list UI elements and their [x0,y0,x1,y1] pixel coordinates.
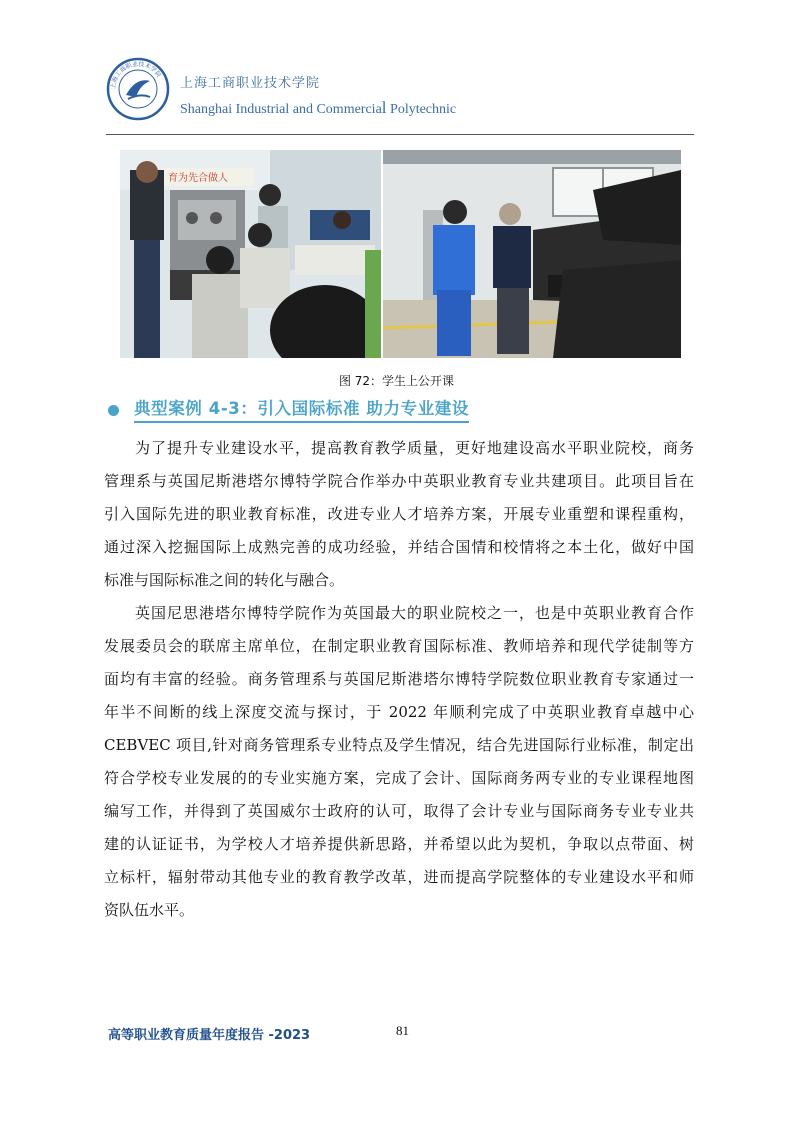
p2-line-3: 面均有丰富的经验。商务管理系与英国尼斯港塔尔博特学院数位职业教育专家通过一 [104,670,694,688]
p2-line-1: 英国尼思港塔尔博特学院作为英国最大的职业院校之一，也是中英职业教育合作 [135,604,694,622]
school-name-en [180,98,456,118]
school-logo [106,57,170,121]
p2-line-7: 编写工作，并得到了英国威尔士政府的认可，取得了会计专业与国际商务专业专业共 [104,802,694,820]
header-divider [106,134,694,135]
p1-line-1: 为了提升专业建设水平，提高教育教学质量，更好地建设高水平职业院校，商务 [135,439,694,457]
figure-caption: 图 72：学生上公开课 [338,374,455,388]
photo-auto-workshop [383,150,681,358]
footer-report-title: 高等职业教育质量年度报告 -2023 [108,1028,311,1043]
p1-line-3: 引入国际先进的职业教育标准，改进专业人才培养方案，开展专业重塑和课程重构， [104,505,694,523]
p2-line-10: 资队伍水平。 [104,901,195,919]
section-title: 典型案例 4-3：引入国际标准 助力专业建设 [134,398,469,423]
p2-line-4: 年半不间断的线上深度交流与探讨，于 2022 年顺利完成了中英职业教育卓越中心 [104,703,694,721]
photo-classroom-demo [120,150,381,358]
logo-ring-text: 上海工商职业技术学院 [109,60,163,90]
page-number: 81 [396,1023,409,1038]
p2-line-5: CEBVEC 项目,针对商务管理系专业特点及学生情况，结合先进国际行业标准，制定出 [104,736,694,754]
school-name-cn: 上海工商职业技术学院 [180,76,321,91]
body-text [104,432,694,927]
school-name-en-pre: Shanghai Industrial and Commercia [180,102,382,117]
p1-line-2: 管理系与英国尼斯港塔尔博特学院合作举办中英职业教育专业共建项目。此项目旨在 [104,472,694,490]
p2-line-9: 立标杆，辐射带动其他专业的教育教学改革，进而提高学院整体的专业建设水平和师 [104,868,694,886]
classroom-sign-text: 育为先合做人 [168,173,228,184]
p1-line-5: 标准与国际标准之间的转化与融合。 [104,571,345,589]
section-bullet-icon [108,405,119,416]
school-name-en-post: Polytechnic [386,102,457,117]
p2-line-6: 符合学校专业发展的的专业实施方案，完成了会计、国际商务两专业的专业课程地图 [104,769,694,787]
p2-line-2: 发展委员会的联席主席单位，在制定职业教育国际标准、教师培养和现代学徒制等方 [104,637,694,655]
p1-line-4: 通过深入挖掘国际上成熟完善的成功经验，并结合国情和校情将之本土化，做好中国 [104,538,694,556]
p2-line-8: 建的认证证书，为学校人才培养提供新思路，并希望以此为契机，争取以点带面、树 [104,835,694,853]
school-name-en-big: l [381,98,387,117]
